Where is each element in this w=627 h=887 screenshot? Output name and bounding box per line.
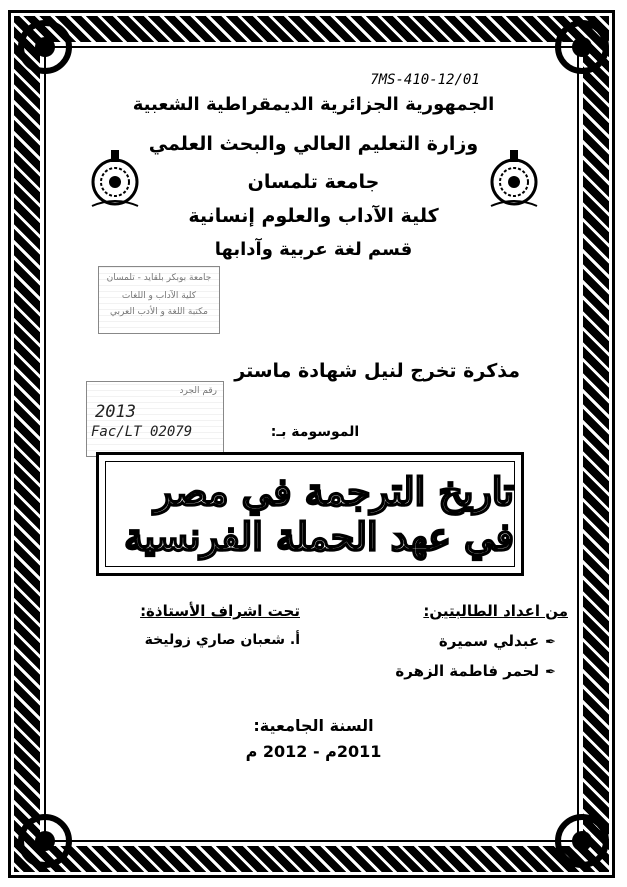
- corner-ornament-icon: [10, 806, 80, 876]
- university-emblem-icon: [481, 146, 547, 212]
- students-heading: من اعداد الطالبتين:: [423, 602, 568, 620]
- inventory-stamp: [86, 381, 224, 457]
- library-stamp: [98, 266, 220, 334]
- university-emblem-icon: [82, 146, 148, 212]
- corner-ornament-icon: [547, 12, 617, 82]
- stamp-line: كلية الآداب و اللغات: [121, 291, 197, 301]
- stamp-line: مكتبة اللغة و الأدب العربي: [110, 307, 208, 317]
- republic-name: الجمهورية الجزائرية الديمقراطية الشعبية: [132, 94, 495, 115]
- stamp-label: رقم الجرد: [179, 386, 217, 396]
- supervisor-name: أ. شعبان صاري زوليخة: [144, 632, 300, 648]
- archive-code: 7MS-410-12/01: [370, 72, 480, 88]
- department-name: قسم لغة عربية وآدابها: [214, 239, 413, 260]
- title-box: [96, 452, 524, 576]
- university-name: جامعة تلمسان: [247, 171, 380, 193]
- stamp-line: جامعة بوبكر بلقايد - تلمسان: [106, 273, 212, 283]
- stamp-number: Fac/LT 02079: [91, 424, 193, 440]
- supervisor-heading: تحت اشراف الأستاذة:: [140, 602, 300, 620]
- pen-icon: ✒: [545, 635, 556, 650]
- ministry-name: وزارة التعليم العالي والبحث العلمي: [148, 133, 479, 155]
- thesis-type: مذكرة تخرج لنيل شهادة ماستر: [234, 360, 520, 382]
- academic-year-label: السنة الجامعية:: [253, 716, 374, 735]
- faculty-name: كلية الآداب والعلوم إنسانية: [188, 205, 439, 227]
- titled-label: الموسومة بـ:: [270, 424, 360, 440]
- thesis-title: تاريخ الترجمة في مصر في عهد الحملة الفرنسية: [124, 469, 514, 559]
- student-name: ✒عبدلي سميرة: [438, 632, 556, 650]
- title-box-inner: [105, 461, 515, 567]
- academic-year-value: 2011م - 2012 م: [245, 742, 382, 761]
- corner-ornament-icon: [10, 12, 80, 82]
- corner-ornament-icon: [547, 806, 617, 876]
- stamp-year: 2013: [95, 402, 136, 422]
- student-name: ✒لحمر فاطمة الزهرة: [395, 662, 556, 680]
- pen-icon: ✒: [545, 665, 556, 680]
